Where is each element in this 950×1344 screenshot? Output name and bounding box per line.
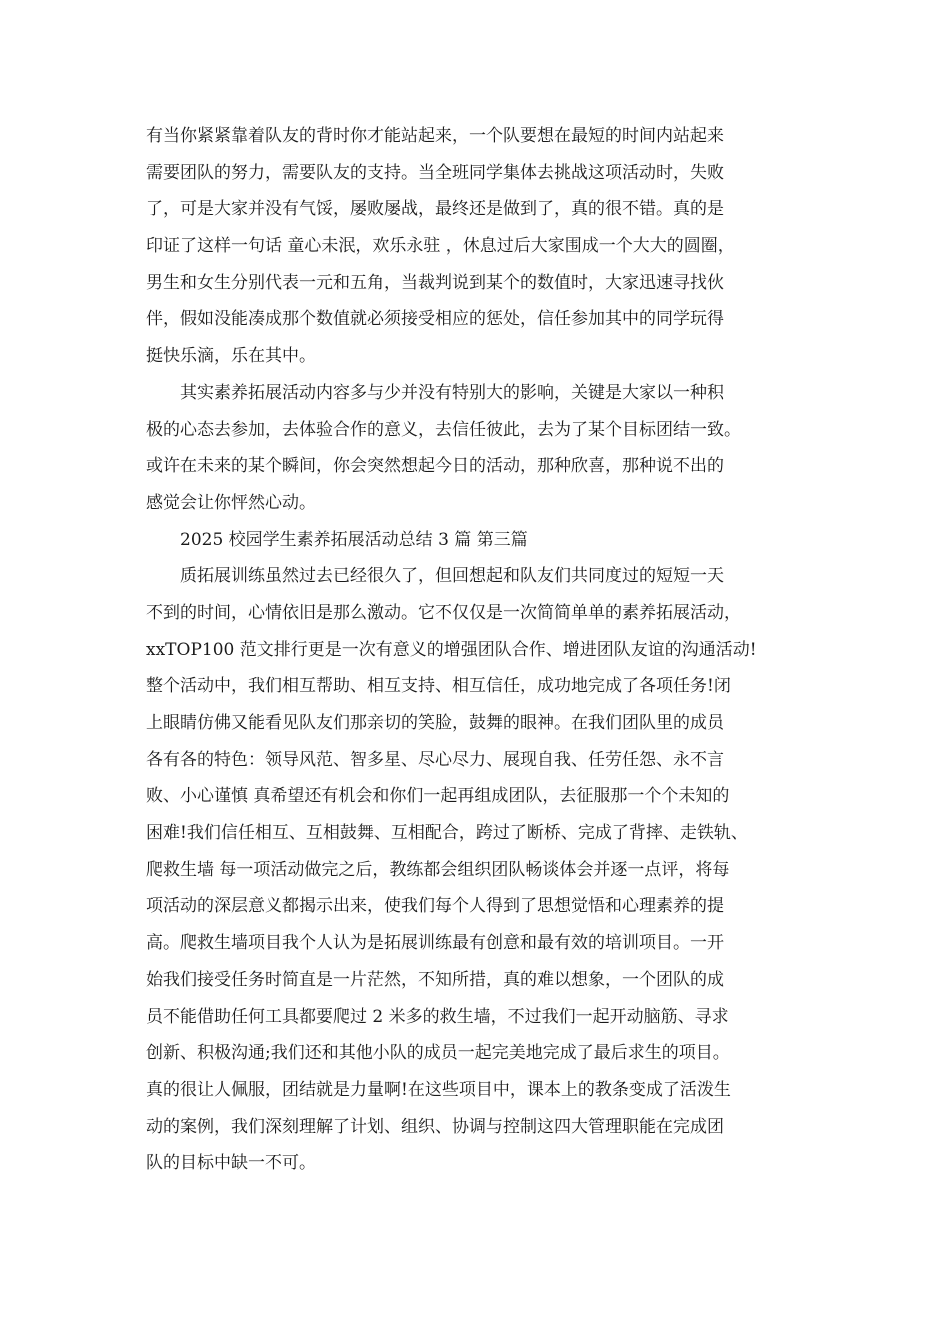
- text-line: xxTOP100 范文排行更是一次有意义的增强团队合作、增进团队友谊的沟通活动!: [146, 639, 757, 660]
- text-line: 败、小心谨慎 真希望还有机会和你们一起再组成团队，去征服那一个个未知的: [146, 786, 730, 807]
- text-line: 各有各的特色：领导风范、智多星、尽心尽力、展现自我、任劳任怨、永不言: [146, 749, 724, 770]
- section-heading: 2025 校园学生素养拓展活动总结 3 篇 第三篇: [180, 529, 528, 550]
- text-line: 创新、积极沟通;我们还和其他小队的成员一起完美地完成了最后求生的项目。: [146, 1043, 730, 1064]
- text-line: 挺快乐滴，乐在其中。: [146, 346, 316, 367]
- text-line: 整个活动中，我们相互帮助、相互支持、相互信任，成功地完成了各项任务!闭: [146, 676, 731, 697]
- paragraph-first-line: 质拓展训练虽然过去已经很久了，但回想起和队友们共同度过的短短一天: [180, 566, 724, 587]
- text-line: 员不能借助任何工具都要爬过 2 米多的救生墙，不过我们一起开动脑筋、寻求: [146, 1006, 729, 1027]
- text-line: 伴，假如没能凑成那个数值就必须接受相应的惩处，信任参加其中的同学玩得: [146, 309, 724, 330]
- paragraph-first-line: 其实素养拓展活动内容多与少并没有特别大的影响，关键是大家以一种积: [180, 382, 724, 403]
- text-line: 困难!我们信任相互、互相鼓舞、互相配合，跨过了断桥、完成了背摔、走铁轨、: [146, 823, 748, 844]
- text-line: 高。爬救生墙项目我个人认为是拓展训练最有创意和最有效的培训项目。一开: [146, 933, 724, 954]
- text-line: 男生和女生分别代表一元和五角，当裁判说到某个的数值时，大家迅速寻找伙: [146, 272, 724, 293]
- text-line: 始我们接受任务时简直是一片茫然，不知所措，真的难以想象，一个团队的成: [146, 969, 724, 990]
- text-line: 项活动的深层意义都揭示出来，使我们每个人得到了思想觉悟和心理素养的提: [146, 896, 724, 917]
- text-line: 极的心态去参加，去体验合作的意义，去信任彼此，去为了某个目标团结一致。: [146, 419, 741, 440]
- document-body: [146, 118, 818, 1182]
- text-line: 有当你紧紧靠着队友的背时你才能站起来，一个队要想在最短的时间内站起来: [146, 126, 724, 146]
- text-line: 印证了这样一句话 童心未泯，欢乐永驻 ，休息过后大家围成一个大大的圆圈，: [146, 236, 735, 257]
- text-line: 需要团队的努力，需要队友的支持。当全班同学集体去挑战这项活动时，失败: [146, 162, 724, 183]
- text-line: 感觉会让你怦然心动。: [146, 492, 316, 513]
- text-line: 真的很让人佩服，团结就是力量啊!在这些项目中，课本上的教条变成了活泼生: [146, 1079, 731, 1100]
- text-line: 或许在未来的某个瞬间，你会突然想起今日的活动，那种欣喜，那种说不出的: [146, 456, 724, 477]
- text-line: 爬救生墙 每一项活动做完之后，教练都会组织团队畅谈体会并逐一点评，将每: [146, 859, 730, 880]
- text-line: 上眼睛仿佛又能看见队友们那亲切的笑脸，鼓舞的眼神。在我们团队里的成员: [146, 713, 724, 733]
- text-line: 队的目标中缺一不可。: [146, 1153, 316, 1174]
- text-line: 了，可是大家并没有气馁，屡败屡战，最终还是做到了，真的很不错。真的是: [146, 199, 724, 220]
- text-line: 动的案例，我们深刻理解了计划、组织、协调与控制这四大管理职能在完成团: [146, 1116, 724, 1137]
- text-line: 不到的时间，心情依旧是那么激动。它不仅仅是一次简简单单的素养拓展活动，: [146, 602, 741, 623]
